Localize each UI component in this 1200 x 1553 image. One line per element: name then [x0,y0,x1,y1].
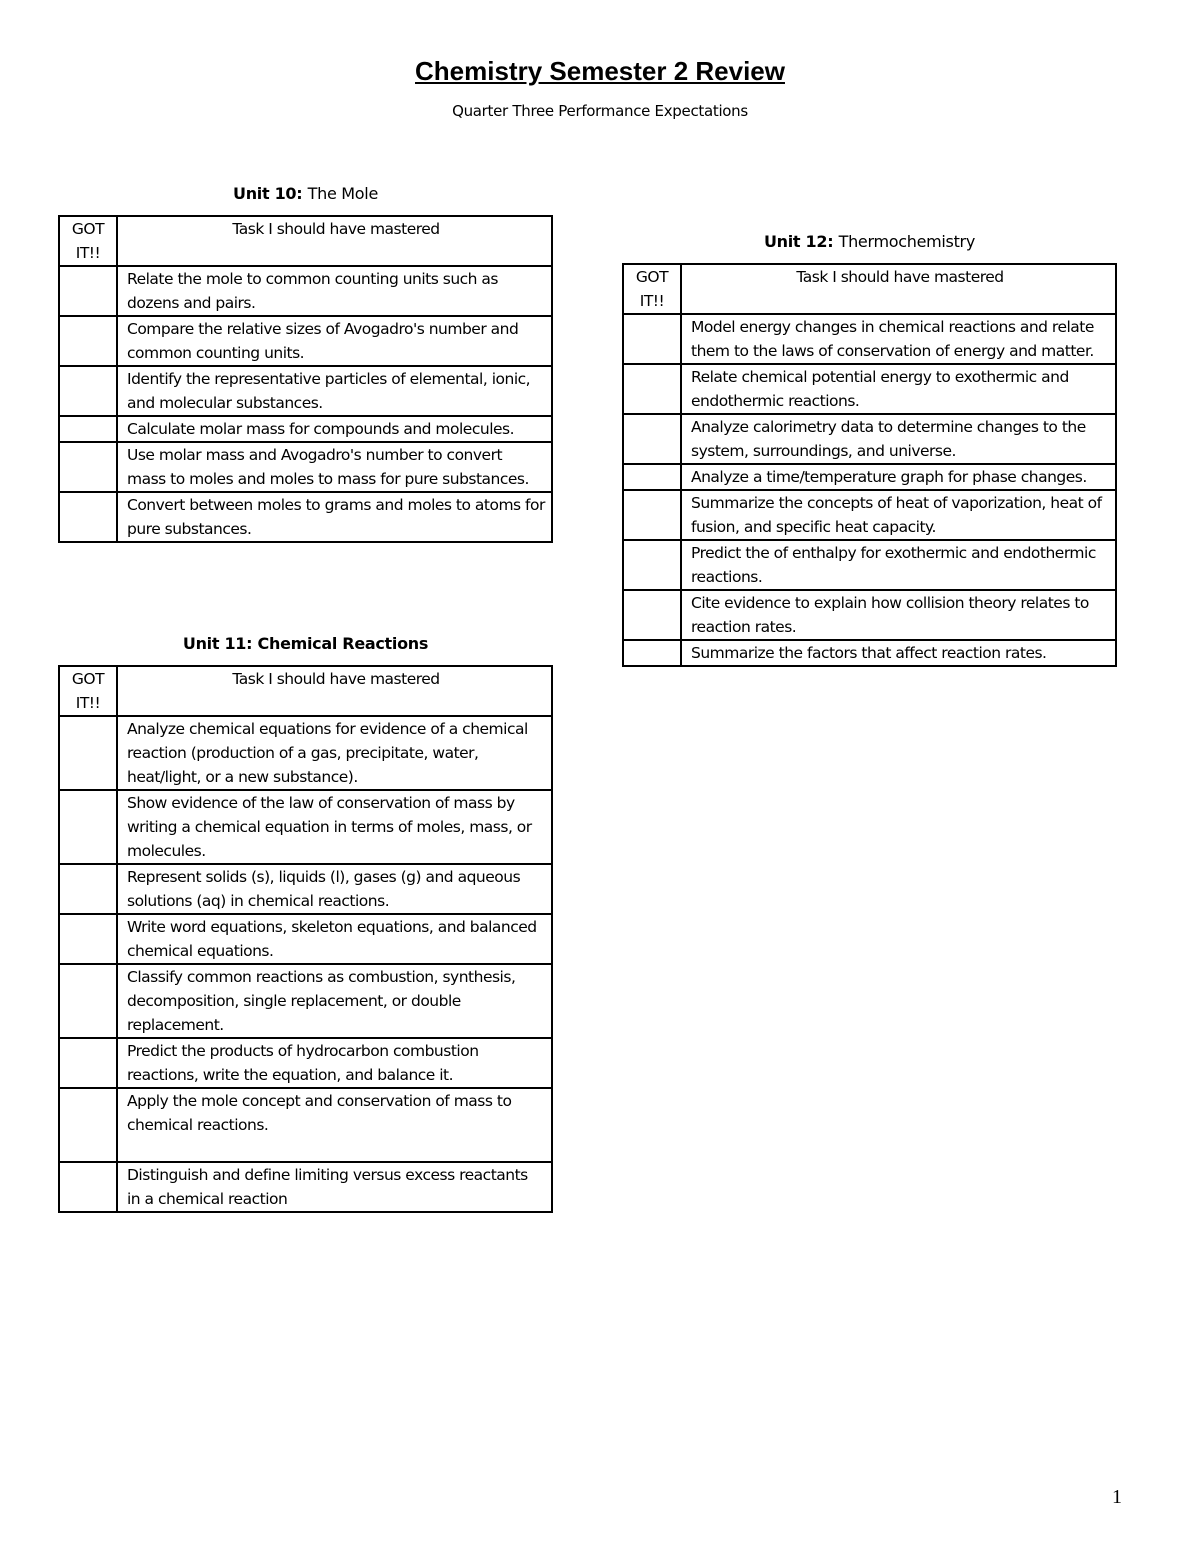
unit-10-topic: The Mole [307,184,378,203]
task-cell: Apply the mole concept and conservation of mass to chemical reactions. [117,1088,552,1162]
table-row [59,864,552,914]
got-it-checkbox-cell[interactable] [59,266,117,316]
got-it-checkbox-cell[interactable] [623,490,681,540]
page-number: 1 [1112,1486,1122,1508]
task-cell: Write word equations, skeleton equations, and balanced chemical equations. [117,914,552,964]
task-cell: Identify the representative particles of elemental, ionic, and molecular substances. [117,366,552,416]
table-row [623,640,1116,666]
got-it-checkbox-cell[interactable] [59,964,117,1038]
got-it-checkbox-cell[interactable] [623,314,681,364]
got-it-checkbox-cell[interactable] [59,1088,117,1162]
got-it-checkbox-cell[interactable] [623,364,681,414]
table-row [623,464,1116,490]
task-cell: Compare the relative sizes of Avogadro's number and common counting units. [117,316,552,366]
unit-10-label: Unit 10: [233,184,303,203]
table-row [59,1162,552,1212]
got-it-checkbox-cell[interactable] [59,1162,117,1212]
got-it-header: GOT IT!! [59,666,117,716]
got-it-checkbox-cell[interactable] [623,590,681,640]
got-it-header: GOT IT!! [59,216,117,266]
table-row [623,314,1116,364]
table-row [623,540,1116,590]
table-header-row [59,666,552,716]
unit-12-heading [622,232,1117,251]
unit-11-table [58,665,553,1213]
table-row [623,414,1116,464]
task-cell: Classify common reactions as combustion, synthesis, decomposition, single replacement, or double replacement. [117,964,552,1038]
got-it-checkbox-cell[interactable] [59,790,117,864]
table-row [59,492,552,542]
task-cell: Represent solids (s), liquids (l), gases (g) and aqueous solutions (aq) in chemical reactions. [117,864,552,914]
got-it-checkbox-cell[interactable] [59,716,117,790]
table-header-row [59,216,552,266]
page-title: Chemistry Semester 2 Review [415,56,785,86]
task-cell: Cite evidence to explain how collision theory relates to reaction rates. [681,590,1116,640]
table-header-row [623,264,1116,314]
task-header: Task I should have mastered [117,216,552,266]
got-it-checkbox-cell[interactable] [623,640,681,666]
got-it-checkbox-cell[interactable] [623,414,681,464]
unit-11-heading [58,634,553,653]
table-row [59,716,552,790]
unit-12-topic: Thermochemistry [838,232,976,251]
table-row [59,964,552,1038]
unit-12-table [622,263,1117,667]
got-it-checkbox-cell[interactable] [59,492,117,542]
task-cell: Relate the mole to common counting units such as dozens and pairs. [117,266,552,316]
task-cell: Calculate molar mass for compounds and molecules. [117,416,552,442]
task-cell: Use molar mass and Avogadro's number to convert mass to moles and moles to mass for pure substances. [117,442,552,492]
unit-11-label: Unit 11: [182,634,253,653]
task-cell: Analyze calorimetry data to determine changes to the system, surroundings, and universe. [681,414,1116,464]
unit-10-heading [58,184,553,203]
got-it-checkbox-cell[interactable] [59,416,117,442]
task-header: Task I should have mastered [117,666,552,716]
page-subtitle: Quarter Three Performance Expectations [452,102,748,120]
table-row [59,1088,552,1162]
table-row [59,442,552,492]
got-it-header: GOT IT!! [623,264,681,314]
task-cell: Predict the products of hydrocarbon combustion reactions, write the equation, and balance it. [117,1038,552,1088]
task-cell: Analyze chemical equations for evidence of a chemical reaction (production of a gas, precipitate, water, heat/light, or a new substance). [117,716,552,790]
unit-10-table [58,215,553,543]
unit-10-section [58,184,553,543]
got-it-checkbox-cell[interactable] [59,316,117,366]
task-cell: Model energy changes in chemical reactions and relate them to the laws of conservation of energy and matter. [681,314,1116,364]
table-row [623,590,1116,640]
unit-12-label: Unit 12: [763,232,834,251]
table-row [59,1038,552,1088]
table-row [59,914,552,964]
got-it-checkbox-cell[interactable] [59,864,117,914]
table-row [623,364,1116,414]
task-cell: Predict the of enthalpy for exothermic and endothermic reactions. [681,540,1116,590]
table-row [59,366,552,416]
unit-12-section [622,232,1117,667]
task-cell: Convert between moles to grams and moles to atoms for pure substances. [117,492,552,542]
table-row [59,266,552,316]
task-cell: Analyze a time/temperature graph for phase changes. [681,464,1116,490]
got-it-checkbox-cell[interactable] [59,442,117,492]
unit-11-topic: Chemical Reactions [257,634,429,653]
table-row [59,316,552,366]
got-it-checkbox-cell[interactable] [59,366,117,416]
task-cell: Summarize the concepts of heat of vaporization, heat of fusion, and specific heat capacity. [681,490,1116,540]
table-row [59,790,552,864]
got-it-checkbox-cell[interactable] [59,1038,117,1088]
got-it-checkbox-cell[interactable] [623,540,681,590]
table-row [59,416,552,442]
unit-11-section [58,634,553,1213]
task-cell: Distinguish and define limiting versus excess reactants in a chemical reaction [117,1162,552,1212]
table-row [623,490,1116,540]
got-it-checkbox-cell[interactable] [59,914,117,964]
task-cell: Summarize the factors that affect reaction rates. [681,640,1116,666]
got-it-checkbox-cell[interactable] [623,464,681,490]
task-cell: Show evidence of the law of conservation of mass by writing a chemical equation in terms of moles, mass, or molecules. [117,790,552,864]
task-header: Task I should have mastered [681,264,1116,314]
task-cell: Relate chemical potential energy to exothermic and endothermic reactions. [681,364,1116,414]
